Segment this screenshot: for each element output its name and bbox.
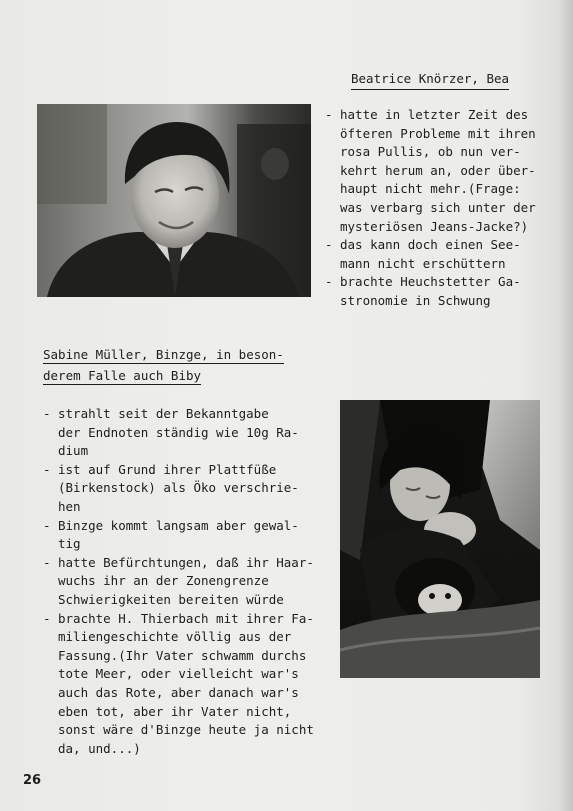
beatrice-photo-image — [37, 104, 311, 297]
bullet-dash: - — [43, 406, 51, 421]
text-line: der Endnoten ständig wie 10g Ra- — [58, 424, 299, 440]
sabine-heading — [43, 346, 284, 385]
text-line: dium — [58, 443, 89, 459]
text-line: tote Meer, oder vielleicht war's — [58, 666, 299, 682]
bullet-dash: - — [43, 461, 51, 477]
sabine-heading-line: derem Falle auch Biby — [43, 368, 202, 383]
text-line: kehrt herum an, oder über- — [340, 162, 536, 178]
text-line: hatte in letzter Zeit des — [340, 107, 529, 122]
bullet-dash: - — [325, 237, 333, 253]
sabine-photo — [340, 400, 540, 678]
list-item — [43, 610, 333, 759]
list-item — [325, 273, 565, 310]
list-item — [43, 517, 333, 554]
text-line: tig — [58, 536, 81, 552]
text-line: was verbarg sich unter der — [340, 199, 536, 215]
text-line: mysteriösen Jeans-Jacke?) — [340, 218, 529, 234]
text-line: da, und...) — [58, 740, 141, 756]
text-line: miliengeschichte völlig aus der — [58, 629, 292, 645]
bullet-dash: - — [43, 554, 51, 570]
text-line: brachte Heuchstetter Ga- — [340, 274, 521, 290]
page-number: 26 — [23, 773, 42, 788]
text-line: das kann doch einen See- — [340, 237, 521, 253]
text-line: rosa Pullis, ob nun ver- — [340, 144, 521, 160]
text-line: hatte Befürchtungen, daß ihr Haar- — [58, 554, 314, 570]
bullet-dash: - — [43, 517, 51, 533]
sabine-heading-line: Sabine Müller, Binzge, in beson- — [43, 347, 284, 362]
text-line: Fassung.(Ihr Vater schwamm durchs — [58, 647, 307, 663]
beatrice-heading-text: Beatrice Knörzer, Bea — [351, 70, 509, 90]
text-line: strahlt seit der Bekanntgabe — [58, 406, 269, 421]
text-line: (Birkenstock) als Öko verschrie- — [58, 480, 299, 496]
list-item — [43, 554, 333, 610]
list-item — [325, 236, 565, 273]
text-line: brachte H. Thierbach mit ihrer Fa- — [58, 610, 314, 626]
list-item — [43, 461, 333, 517]
text-line: Schwierigkeiten bereiten würde — [58, 591, 284, 607]
bullet-dash: - — [43, 610, 51, 626]
text-line: stronomie in Schwung — [340, 292, 491, 308]
text-line: ist auf Grund ihrer Plattfüße — [58, 461, 277, 477]
list-item — [325, 106, 565, 236]
beatrice-photo — [37, 104, 311, 297]
bullet-dash: - — [325, 107, 333, 122]
text-line: sonst wäre d'Binzge heute ja nicht — [58, 722, 314, 738]
text-line: öfteren Probleme mit ihren — [340, 125, 536, 141]
sabine-photo-image — [340, 400, 540, 678]
page-edge-shadow — [559, 0, 573, 811]
list-item — [43, 405, 333, 461]
beatrice-heading — [351, 70, 509, 90]
text-line: mann nicht erschüttern — [340, 255, 506, 271]
sabine-notes — [43, 405, 333, 758]
text-line: wuchs ihr an der Zonengrenze — [58, 573, 269, 589]
text-line: auch das Rote, aber danach war's — [58, 684, 299, 700]
text-line: hen — [58, 498, 81, 514]
beatrice-notes — [325, 106, 565, 311]
text-line: Binzge kommt langsam aber gewal- — [58, 517, 299, 533]
bullet-dash: - — [325, 274, 333, 290]
text-line: haupt nicht mehr.(Frage: — [340, 181, 521, 197]
text-line: eben tot, aber ihr Vater nicht, — [58, 703, 292, 719]
